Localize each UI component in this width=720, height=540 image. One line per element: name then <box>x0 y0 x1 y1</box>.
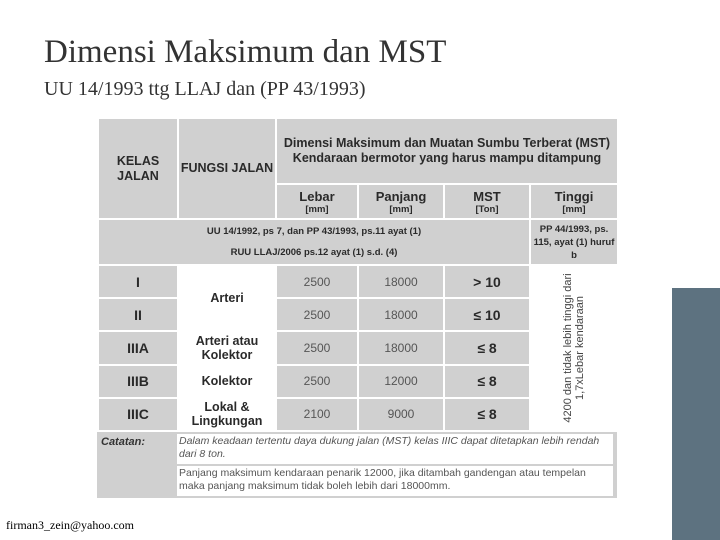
header-mst-unit: [Ton] <box>475 203 499 215</box>
header-panjang <box>358 184 444 219</box>
fungsi-cell: Arteri atau Kolektor <box>178 331 276 364</box>
header-lebar <box>276 184 358 219</box>
panjang-cell: 18000 <box>358 298 444 331</box>
notes-box <box>97 432 617 498</box>
header-mst <box>444 184 530 219</box>
panjang-cell: 12000 <box>358 365 444 398</box>
mst-cell: ≤ 8 <box>444 398 530 431</box>
header-panjang-label: Panjang <box>375 188 427 204</box>
table-row <box>98 265 618 298</box>
lebar-cell: 2500 <box>276 265 358 298</box>
panjang-cell: 18000 <box>358 265 444 298</box>
kelas-cell: I <box>98 265 178 298</box>
lebar-cell: 2500 <box>276 298 358 331</box>
reference-tinggi: PP 44/1993, ps. 115, ayat (1) huruf b <box>530 219 618 265</box>
kelas-cell: IIIB <box>98 365 178 398</box>
lebar-cell: 2500 <box>276 365 358 398</box>
dimension-table <box>97 117 619 432</box>
slide-subtitle: UU 14/1993 ttg LLAJ dan (PP 43/1993) <box>44 78 366 100</box>
slide-title: Dimensi Maksimum dan MST <box>44 34 447 70</box>
mst-cell: ≤ 8 <box>444 331 530 364</box>
header-tinggi-unit: [mm] <box>562 203 586 215</box>
notes-label: Catatan: <box>101 436 146 448</box>
header-lebar-unit: [mm] <box>305 203 329 215</box>
fungsi-cell: Kolektor <box>178 365 276 398</box>
tinggi-cell <box>530 265 618 431</box>
header-dimensi-mst: Dimensi Maksimum dan Muatan Sumbu Terberat (MST) Kendaraan bermotor yang harus mampu ditampung <box>276 118 618 184</box>
header-kelas-jalan: KELAS JALAN <box>98 118 178 219</box>
mst-cell: ≤ 8 <box>444 365 530 398</box>
note-item: Dalam keadaan tertentu daya dukung jalan (MST) kelas IIIC dapat ditetapkan lebih rendah dari 8 ton. <box>177 434 613 464</box>
kelas-cell: IIIC <box>98 398 178 431</box>
panjang-cell: 9000 <box>358 398 444 431</box>
header-fungsi-jalan: FUNGSI JALAN <box>178 118 276 219</box>
lebar-cell: 2100 <box>276 398 358 431</box>
kelas-cell: IIIA <box>98 331 178 364</box>
header-mst-label: MST <box>473 188 501 204</box>
kelas-cell: II <box>98 298 178 331</box>
reference-line-1: UU 14/1992, ps 7, dan PP 43/1993, ps.11 ayat (1) <box>206 226 422 237</box>
mst-cell: ≤ 10 <box>444 298 530 331</box>
header-panjang-unit: [mm] <box>389 203 413 215</box>
panjang-cell: 18000 <box>358 331 444 364</box>
decorative-side-bar <box>672 288 720 540</box>
mst-cell: > 10 <box>444 265 530 298</box>
header-tinggi-label: Tinggi <box>554 188 594 204</box>
reference-cell <box>98 219 530 265</box>
note-item: Panjang maksimum kendaraan penarik 12000, jika ditambah gandengan atau tempelan maka panjang maksimum tidak boleh lebih dari 18000mm. <box>177 466 613 496</box>
tinggi-note: 4200 dan tidak lebih tinggi dari 1,7xLebar kendaraan <box>562 273 586 423</box>
lebar-cell: 2500 <box>276 331 358 364</box>
fungsi-cell: Lokal & Lingkungan <box>178 398 276 431</box>
header-lebar-label: Lebar <box>299 188 335 204</box>
fungsi-cell: Arteri <box>178 265 276 331</box>
author-email: firman3_zein@yahoo.com <box>6 518 135 532</box>
reference-line-2: RUU LLAJ/2006 ps.12 ayat (1) s.d. (4) <box>230 247 398 258</box>
header-tinggi <box>530 184 618 219</box>
